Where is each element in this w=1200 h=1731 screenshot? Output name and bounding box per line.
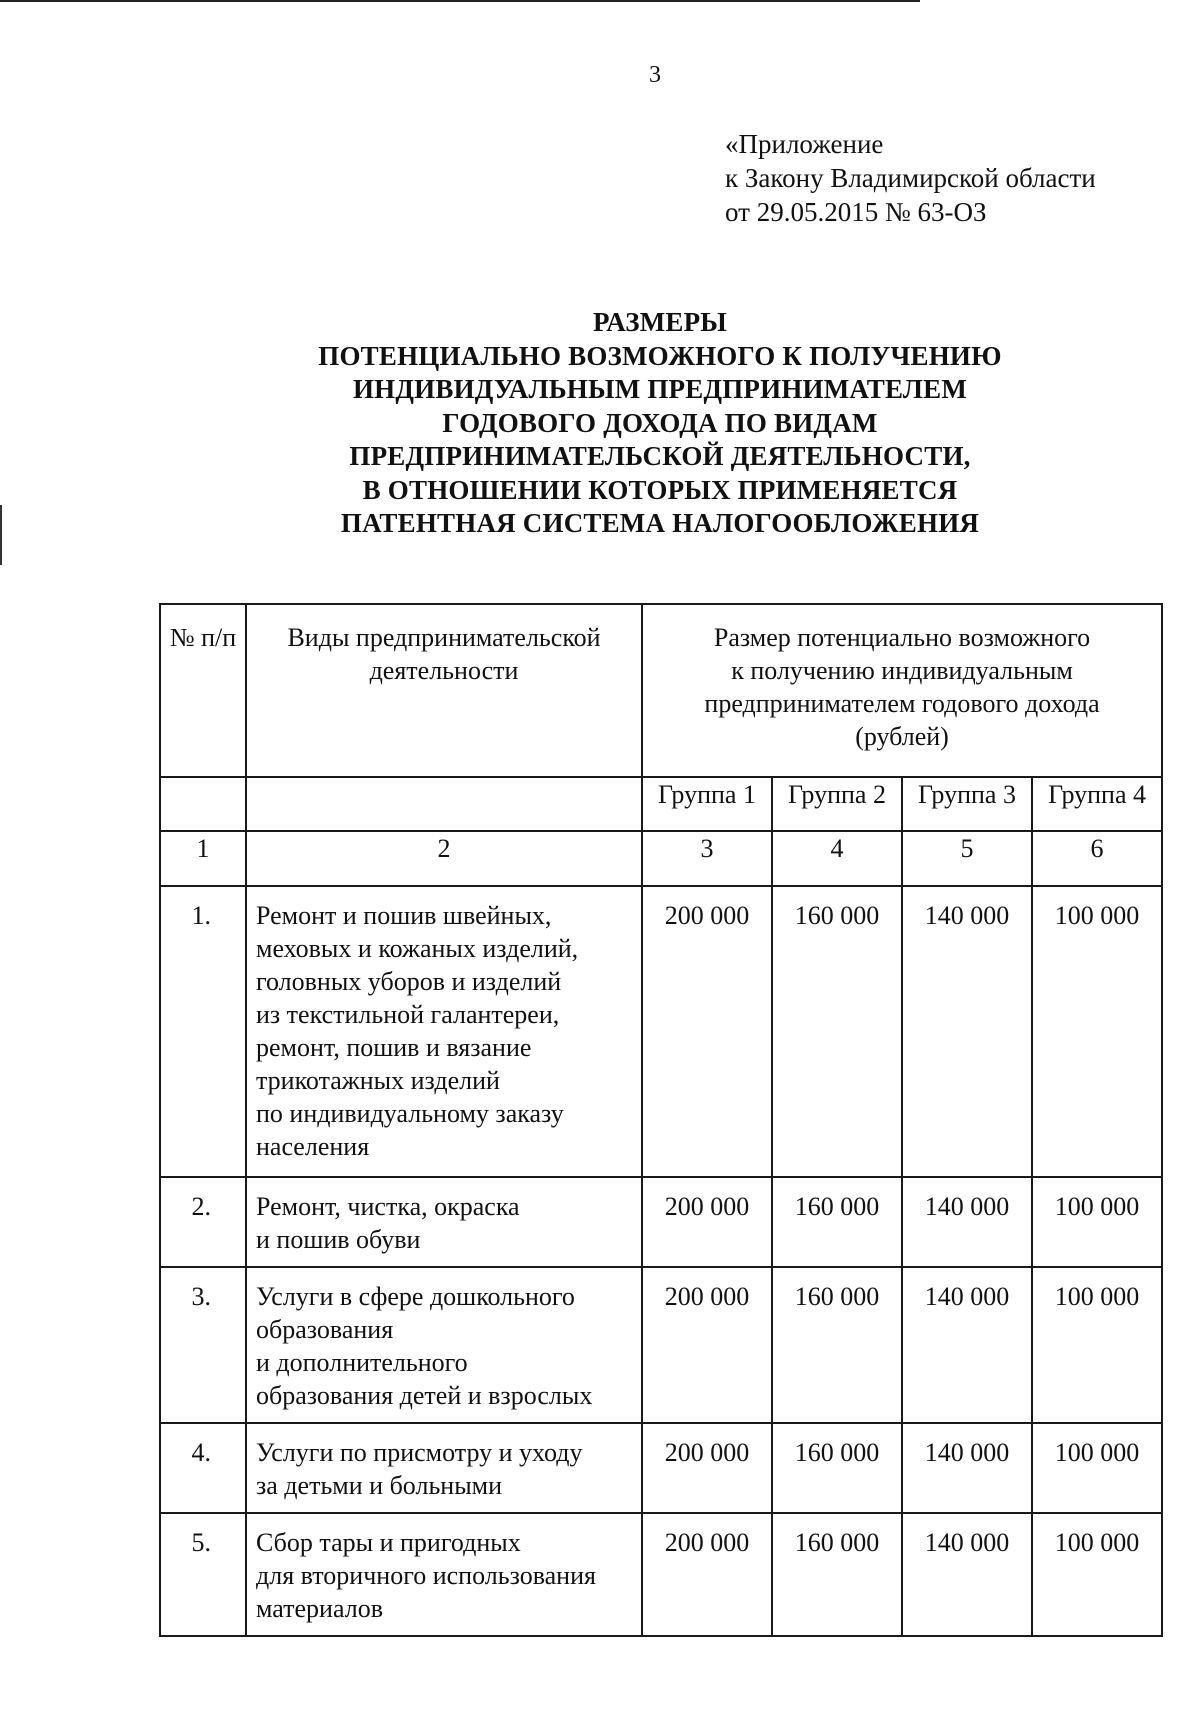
empty-cell <box>160 777 246 831</box>
column-index: 4 <box>772 831 902 886</box>
scan-edge-line <box>0 0 920 2</box>
group-3-value: 140 000 <box>902 1513 1032 1636</box>
appendix-line-2: к Закону Владимирской области <box>725 163 1096 193</box>
column-index: 6 <box>1032 831 1162 886</box>
header-income-size: Размер потенциально возможного к получению индивидуальным предпринимателем годового дохода (рублей) <box>642 604 1162 777</box>
group-4-value: 100 000 <box>1032 886 1162 1177</box>
column-index: 1 <box>160 831 246 886</box>
appendix-line-3: от 29.05.2015 № 63-ОЗ <box>725 197 987 227</box>
row-number: 4. <box>160 1423 246 1513</box>
document-title <box>260 306 1060 541</box>
table-header-row <box>160 604 1162 777</box>
table-row <box>160 1513 1162 1636</box>
row-number: 2. <box>160 1177 246 1267</box>
header-activity: Виды предпринимательской деятельности <box>246 604 642 777</box>
group-4-value: 100 000 <box>1032 1267 1162 1423</box>
activity-cell: Сбор тары и пригодных для вторичного использования материалов <box>246 1513 642 1636</box>
title-line: ПРЕДПРИНИМАТЕЛЬСКОЙ ДЕЯТЕЛЬНОСТИ, <box>349 441 971 471</box>
title-line: ПАТЕНТНАЯ СИСТЕМА НАЛОГООБЛОЖЕНИЯ <box>340 508 980 538</box>
scan-margin-mark <box>0 505 2 565</box>
group-4-value: 100 000 <box>1032 1423 1162 1513</box>
group-header: Группа 2 <box>772 777 902 831</box>
table-column-index-row <box>160 831 1162 886</box>
empty-cell <box>246 777 642 831</box>
table-row <box>160 886 1162 1177</box>
table-row <box>160 1423 1162 1513</box>
group-2-value: 160 000 <box>772 1177 902 1267</box>
group-1-value: 200 000 <box>642 1177 772 1267</box>
group-3-value: 140 000 <box>902 1423 1032 1513</box>
group-header: Группа 3 <box>902 777 1032 831</box>
group-1-value: 200 000 <box>642 1513 772 1636</box>
row-number: 1. <box>160 886 246 1177</box>
group-2-value: 160 000 <box>772 1267 902 1423</box>
group-3-value: 140 000 <box>902 1267 1032 1423</box>
column-index: 5 <box>902 831 1032 886</box>
activity-cell: Ремонт и пошив швейных, меховых и кожаных изделий, головных уборов и изделий из текстильной галантереи, ремонт, пошив и вязание трикотажных изделий по индивидуальному заказу населения <box>246 886 642 1177</box>
row-number: 3. <box>160 1267 246 1423</box>
group-1-value: 200 000 <box>642 1423 772 1513</box>
group-3-value: 140 000 <box>902 886 1032 1177</box>
group-2-value: 160 000 <box>772 1513 902 1636</box>
group-2-value: 160 000 <box>772 1423 902 1513</box>
group-1-value: 200 000 <box>642 1267 772 1423</box>
activity-cell: Ремонт, чистка, окраска и пошив обуви <box>246 1177 642 1267</box>
title-line: ГОДОВОГО ДОХОДА ПО ВИДАМ <box>442 407 878 438</box>
group-header: Группа 4 <box>1032 777 1162 831</box>
title-line: В ОТНОШЕНИИ КОТОРЫХ ПРИМЕНЯЕТСЯ <box>362 474 958 505</box>
column-index: 3 <box>642 831 772 886</box>
table-row <box>160 1267 1162 1423</box>
column-index: 2 <box>246 831 642 886</box>
group-2-value: 160 000 <box>772 886 902 1177</box>
group-4-value: 100 000 <box>1032 1177 1162 1267</box>
page-number: 3 <box>649 62 661 88</box>
appendix-reference <box>725 127 1096 229</box>
appendix-line-1: «Приложение <box>725 129 884 159</box>
group-4-value: 100 000 <box>1032 1513 1162 1636</box>
title-line: РАЗМЕРЫ <box>592 307 727 337</box>
table-row <box>160 1177 1162 1267</box>
title-line: ИНДИВИДУАЛЬНЫМ ПРЕДПРИНИМАТЕЛЕМ <box>352 374 968 404</box>
table-groups-row <box>160 777 1162 831</box>
group-1-value: 200 000 <box>642 886 772 1177</box>
activity-cell: Услуги в сфере дошкольного образования и дополнительного образования детей и взрослых <box>246 1267 642 1423</box>
activity-cell: Услуги по присмотру и уходу за детьми и больными <box>246 1423 642 1513</box>
income-table <box>159 603 1163 1637</box>
row-number: 5. <box>160 1513 246 1636</box>
group-header: Группа 1 <box>642 777 772 831</box>
header-num: № п/п <box>160 604 246 777</box>
group-3-value: 140 000 <box>902 1177 1032 1267</box>
title-line: ПОТЕНЦИАЛЬНО ВОЗМОЖНОГО К ПОЛУЧЕНИЮ <box>318 340 1002 371</box>
